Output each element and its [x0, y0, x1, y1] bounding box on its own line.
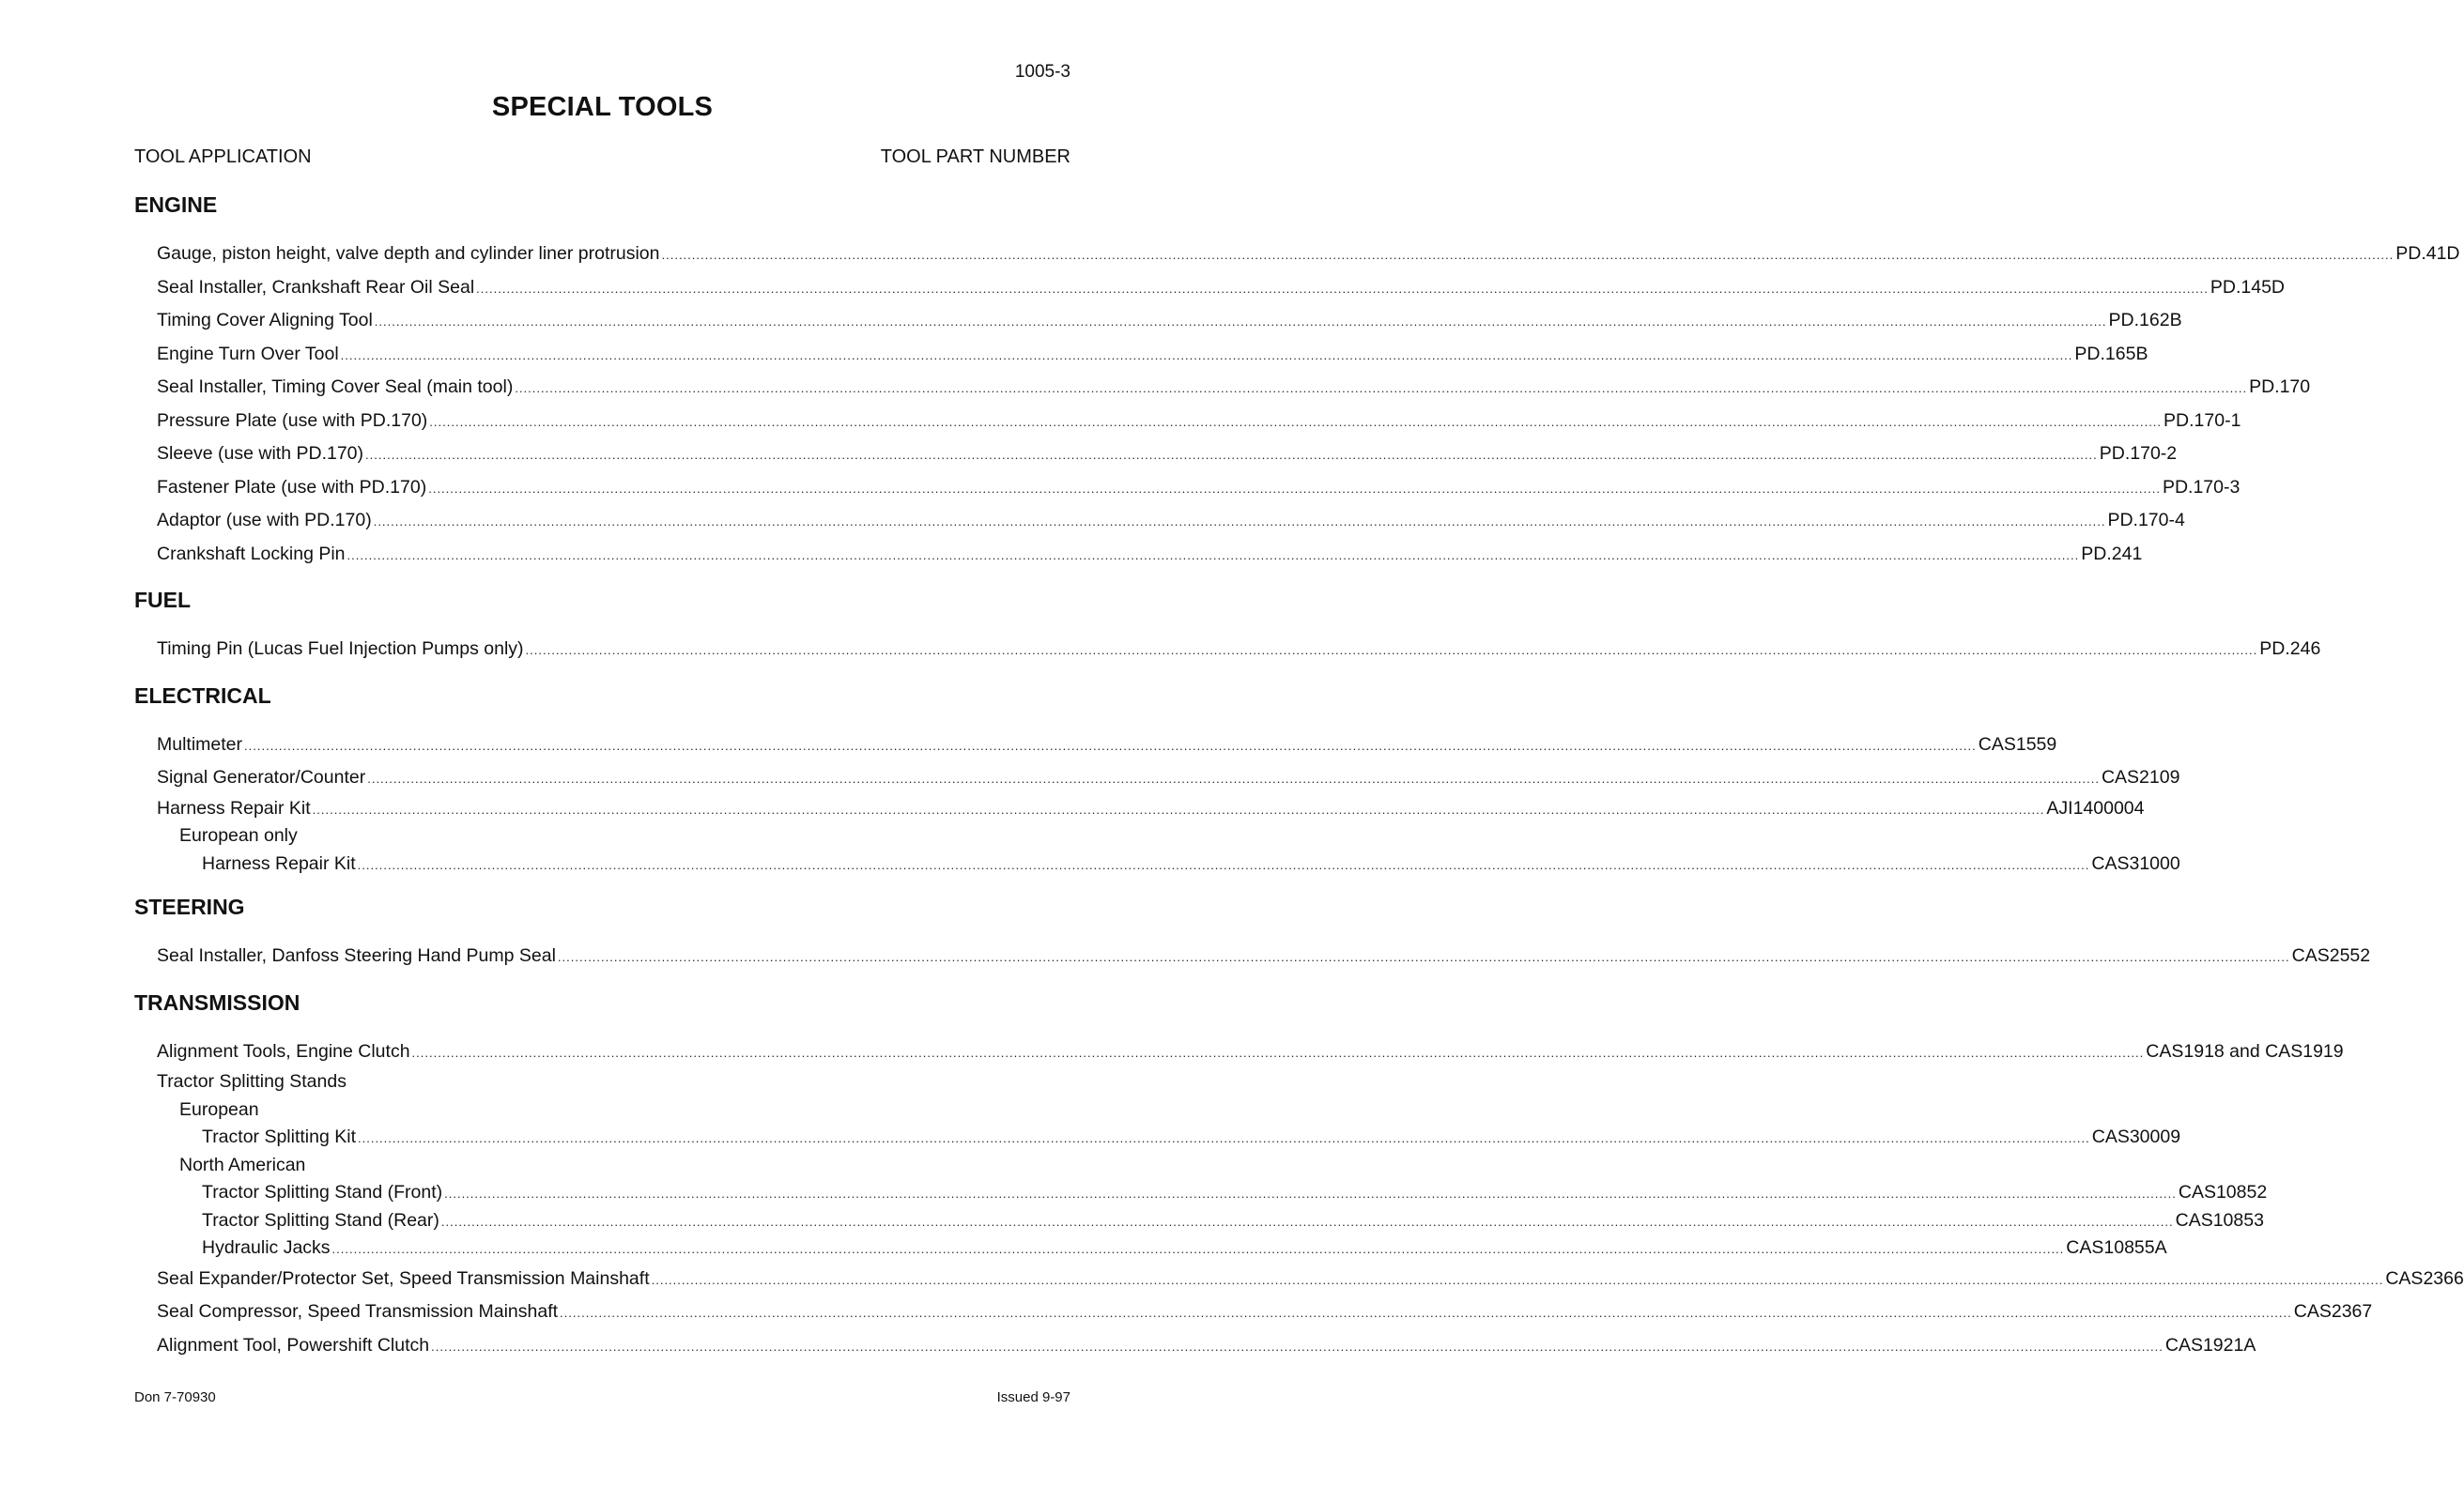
dot-leader: ................................................................................................................................................................................................................................................................................................................................................................................................................: [431, 1339, 2164, 1354]
tool-part-number: PD.162B: [2108, 310, 2182, 330]
list-item: [134, 940, 2371, 973]
list-item: [134, 1207, 2264, 1235]
tool-part-number: CAS31000: [2091, 852, 2180, 874]
dot-leader: ................................................................................................................................................................................................................................................................................................................................................................................................................: [346, 547, 2080, 562]
sub-label: European: [179, 1098, 259, 1120]
tool-part-number: PD.170-4: [2107, 510, 2185, 530]
tool-name: Seal Installer, Danfoss Steering Hand Pump Seal: [157, 945, 556, 966]
list-item: [134, 761, 2180, 795]
tool-name: Signal Generator/Counter: [157, 767, 366, 788]
list-item: [134, 405, 2241, 438]
tool-part-number: CAS10853: [2175, 1209, 2264, 1231]
tool-application-header: TOOL APPLICATION: [134, 146, 312, 167]
column-headers: [134, 146, 1070, 168]
list-item: [134, 504, 2185, 538]
tool-name: Pressure Plate (use with PD.170): [157, 409, 428, 431]
tool-name: Multimeter: [157, 733, 243, 755]
list-item: [134, 1263, 2464, 1296]
dot-leader: ................................................................................................................................................................................................................................................................................................................................................................................................................: [411, 1045, 2145, 1060]
steering-section: [134, 893, 2371, 973]
list-item: [134, 851, 2180, 879]
dot-leader: ................................................................................................................................................................................................................................................................................................................................................................................................................: [661, 248, 2395, 262]
tool-part-number: CAS1921A: [2164, 1334, 2256, 1356]
tool-part-number: CAS2552: [2291, 945, 2371, 966]
list-item: [134, 1295, 2373, 1329]
tool-part-number: PD.165B: [2074, 343, 2148, 364]
tool-name: Timing Pin (Lucas Fuel Injection Pumps only): [157, 638, 524, 659]
tool-list: [134, 191, 2464, 1377]
dot-leader: ................................................................................................................................................................................................................................................................................................................................................................................................................: [358, 1131, 2090, 1145]
tool-part-number: PD.145D: [2210, 276, 2286, 298]
tool-part-number: PD.241: [2081, 543, 2143, 564]
tool-name: Alignment Tool, Powershift Clutch: [157, 1334, 430, 1356]
tool-part-number: CAS1559: [1978, 733, 2057, 755]
dot-leader: ................................................................................................................................................................................................................................................................................................................................................................................................................: [525, 643, 2258, 657]
list-item: [134, 1329, 2256, 1363]
list-item: [134, 338, 2148, 372]
section-title: STEERING: [134, 895, 245, 919]
list-item: [134, 271, 2286, 305]
sub-label: European only: [179, 825, 298, 846]
fuel-section: [134, 586, 2321, 667]
engine-section: [134, 191, 2460, 571]
page-title: SPECIAL TOOLS: [491, 92, 714, 122]
tool-name: Fastener Plate (use with PD.170): [157, 476, 427, 498]
page-number: 1005-3: [1014, 62, 1070, 82]
list-item: [134, 471, 2241, 505]
tool-part-number: PD.170-2: [2099, 443, 2178, 464]
dot-leader: ................................................................................................................................................................................................................................................................................................................................................................................................................: [429, 414, 2163, 429]
dot-leader: ................................................................................................................................................................................................................................................................................................................................................................................................................: [557, 950, 2290, 964]
issue-date: Issued 9-97: [996, 1389, 1070, 1405]
dot-leader: ................................................................................................................................................................................................................................................................................................................................................................................................................: [651, 1272, 2384, 1287]
tool-part-number: PD.170: [2249, 376, 2311, 397]
tool-part-number: CAS10855A: [2066, 1237, 2167, 1258]
tool-name: Seal Expander/Protector Set, Speed Transmission Mainshaft: [157, 1267, 650, 1289]
tool-name: Engine Turn Over Tool: [157, 343, 339, 364]
dot-leader: ................................................................................................................................................................................................................................................................................................................................................................................................................: [476, 281, 2209, 296]
transmission-section: [134, 989, 2464, 1363]
tool-part-number: PD.170-1: [2164, 409, 2241, 431]
electrical-section: [134, 682, 2180, 879]
tool-part-number: CAS2366: [2385, 1267, 2464, 1289]
tool-part-number: PD.170-3: [2162, 476, 2241, 498]
tool-name: Timing Cover Aligning Tool: [157, 310, 373, 330]
document-number: Don 7-70930: [134, 1389, 216, 1405]
list-item: [134, 538, 2143, 572]
section-title: FUEL: [134, 588, 192, 612]
dot-leader: ................................................................................................................................................................................................................................................................................................................................................................................................................: [560, 1306, 2292, 1320]
section-title: ENGINE: [134, 192, 218, 217]
sub-label: Tractor Splitting Stands: [157, 1071, 346, 1092]
tool-name: Sleeve (use with PD.170): [157, 443, 364, 464]
tool-name: Tractor Splitting Stand (Rear): [202, 1209, 439, 1231]
list-item: [134, 1035, 2344, 1069]
dot-leader: ................................................................................................................................................................................................................................................................................................................................................................................................................: [312, 802, 2045, 817]
section-title: TRANSMISSION: [134, 989, 300, 1015]
list-item: [134, 633, 2321, 667]
section-title: ELECTRICAL: [134, 682, 271, 708]
list-item: [134, 1124, 2181, 1152]
list-item: [134, 795, 2145, 823]
tool-part-number-header: TOOL PART NUMBER: [880, 146, 1070, 167]
dot-leader: ................................................................................................................................................................................................................................................................................................................................................................................................................: [374, 314, 2107, 329]
tool-name: Harness Repair Kit: [157, 797, 311, 819]
tool-name: Seal Compressor, Speed Transmission Mainshaft: [157, 1301, 559, 1322]
list-item: [134, 1234, 2167, 1263]
dot-leader: ................................................................................................................................................................................................................................................................................................................................................................................................................: [440, 1214, 2174, 1229]
tool-part-number: CAS2109: [2101, 767, 2180, 788]
dot-leader: ................................................................................................................................................................................................................................................................................................................................................................................................................: [365, 448, 2098, 462]
tool-part-number: AJI1400004: [2046, 797, 2145, 819]
dot-leader: ................................................................................................................................................................................................................................................................................................................................................................................................................: [515, 381, 2248, 395]
tool-name: Adaptor (use with PD.170): [157, 510, 372, 530]
dot-leader: ................................................................................................................................................................................................................................................................................................................................................................................................................: [244, 738, 1977, 753]
tool-name: Hydraulic Jacks: [202, 1237, 331, 1258]
tool-name: Seal Installer, Timing Cover Seal (main tool): [157, 376, 514, 397]
tool-part-number: PD.246: [2259, 638, 2321, 659]
tool-name: Alignment Tools, Engine Clutch: [157, 1040, 410, 1062]
dot-leader: ................................................................................................................................................................................................................................................................................................................................................................................................................: [340, 347, 2073, 362]
dot-leader: ................................................................................................................................................................................................................................................................................................................................................................................................................: [373, 514, 2106, 529]
tool-name: Tractor Splitting Kit: [202, 1127, 356, 1147]
tool-part-number: PD.41D: [2395, 243, 2460, 264]
dot-leader: ................................................................................................................................................................................................................................................................................................................................................................................................................: [444, 1187, 2177, 1201]
list-item: [134, 371, 2311, 405]
list-item: [134, 304, 2182, 338]
list-item: [134, 238, 2460, 271]
dot-leader: ................................................................................................................................................................................................................................................................................................................................................................................................................: [367, 772, 2100, 786]
tool-name: Gauge, piston height, valve depth and cylinder liner protrusion: [157, 243, 660, 264]
tool-name: Harness Repair Kit: [202, 852, 356, 874]
tool-name: Tractor Splitting Stand (Front): [202, 1182, 443, 1203]
dot-leader: ................................................................................................................................................................................................................................................................................................................................................................................................................: [331, 1242, 2065, 1256]
list-item: [134, 437, 2178, 471]
sub-label: North American: [179, 1154, 306, 1175]
list-item: [134, 1179, 2268, 1207]
dot-leader: ................................................................................................................................................................................................................................................................................................................................................................................................................: [357, 857, 2090, 872]
tool-part-number: CAS1918 and CAS1919: [2146, 1040, 2344, 1062]
tool-part-number: CAS30009: [2091, 1127, 2181, 1147]
tool-name: Seal Installer, Crankshaft Rear Oil Seal: [157, 276, 475, 298]
tool-part-number: CAS10852: [2178, 1182, 2268, 1203]
tool-name: Crankshaft Locking Pin: [157, 543, 346, 564]
list-item: [134, 728, 2057, 762]
dot-leader: ................................................................................................................................................................................................................................................................................................................................................................................................................: [428, 481, 2161, 496]
tool-part-number: CAS2367: [2293, 1301, 2373, 1322]
